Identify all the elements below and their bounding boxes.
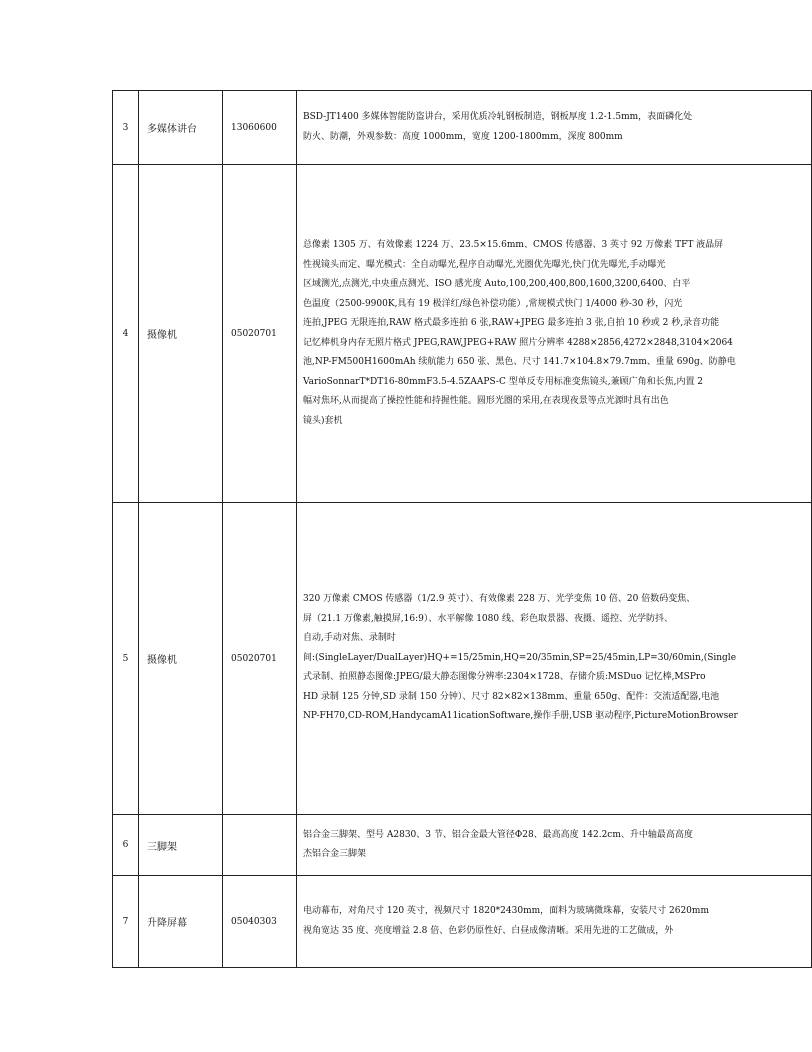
description-line: 记忆棒机身内存无照片格式 JPEG,RAW,JPEG+RAW 照片分辨率 4288×2856,4272×2848,3104×2064 [303, 337, 733, 348]
item-description [297, 815, 812, 876]
description-line: 池,NP-FM500H1600mAh 续航能力 650 张、黑色、尺寸 141.7×104.8×79.7mm、重量 690g、防静电 [303, 357, 736, 367]
item-name: 摄像机 [139, 165, 223, 503]
description-line: 性视镜头而定、曝光模式：全自动曝光,程序自动曝光,光圈优先曝光,快门优先曝光,手动曝光 [303, 259, 666, 270]
description-line: 防火、防潮，外观参数：高度 1000mm，宽度 1200-1800mm，深度 800mm [303, 131, 623, 142]
item-description [297, 503, 812, 815]
description-line: BSD-JT1400 多媒体智能防盗讲台，采用优质冷轧钢板制造，钢板厚度 1.2-1.5mm，表面磷化处 [303, 112, 693, 122]
item-name: 升降屏幕 [139, 876, 223, 968]
description-line: 区域测光,点测光,中央重点测光、ISO 感光度 Auto,100,200,400,800,1600,3200,6400、白平 [303, 279, 691, 289]
description-line: 自动,手动对焦、录制时 [303, 633, 396, 644]
description-line: 总像素 1305 万、有效像素 1224 万、23.5×15.6mm、CMOS 传感器、3 英寸 92 万像素 TFT 液晶屏 [303, 240, 724, 250]
item-code [223, 815, 297, 876]
description-line: 间:(SingleLayer/DualLayer)HQ+=15/25min,HQ=20/35min,SP=25/45min,LP=30/60min,(Single [303, 652, 737, 663]
item-name: 摄像机 [139, 503, 223, 815]
description-line: 电动幕布，对角尺寸 120 英寸，视频尺寸 1820*2430mm，面料为玻璃微珠幕，安装尺寸 2620mm [303, 906, 709, 916]
table-row [113, 815, 812, 876]
row-number: 4 [113, 165, 139, 503]
item-code: 05020701 [223, 165, 297, 503]
equipment-spec-table [112, 90, 812, 968]
item-code: 05040303 [223, 876, 297, 968]
description-line: 320 万像素 CMOS 传感器（1/2.9 英寸）、有效像素 228 万、光学变焦 10 倍、20 倍数码变焦、 [303, 594, 696, 605]
table-row [113, 503, 812, 815]
description-line: HD 录制 125 分钟,SD 录制 150 分钟）、尺寸 82×82×138mm、重量 650g、配件：交流适配器,电池 [303, 691, 720, 702]
item-code: 13060600 [223, 91, 297, 165]
description-line: VarioSonnarT*DT16-80mmF3.5-4.5ZAAPS-C 型单反专用标准变焦镜头,兼顾广角和长焦,内置 2 [303, 376, 704, 387]
row-number: 3 [113, 91, 139, 165]
description-line: 色温度（2500-9900K,具有 19 极洋红/绿色补偿功能）,常规模式快门 1/4000 秒-30 秒，闪光 [303, 298, 683, 309]
spec-table-sheet [112, 90, 744, 936]
item-description [297, 165, 812, 503]
description-line: 幅对焦环,从而提高了操控性能和持握性能。圆形光圈的采用,在表现夜景等点光源时具有出色 [303, 396, 669, 406]
item-description [297, 876, 812, 968]
row-number: 6 [113, 815, 139, 876]
item-name: 多媒体讲台 [139, 91, 223, 165]
row-number: 5 [113, 503, 139, 815]
description-line: 视角宽达 35 度、亮度增益 2.8 倍、色彩仍原性好、白昼成像清晰。采用先进的工艺做成，外 [303, 925, 674, 936]
item-name: 三脚架 [139, 815, 223, 876]
item-description [297, 91, 812, 165]
description-line: 连拍,JPEG 无限连拍,RAW 格式最多连拍 6 张,RAW+JPEG 最多连拍 3 张,自拍 10 秒或 2 秒,录音功能 [303, 318, 720, 328]
table-row [113, 165, 812, 503]
item-code: 05020701 [223, 503, 297, 815]
row-number: 7 [113, 876, 139, 968]
table-row [113, 876, 812, 968]
description-line: NP-FH70,CD-ROM,HandycamA11icationSoftware,操作手册,USB 驱动程序,PictureMotionBrowser [303, 711, 738, 722]
description-line: 杰铝合金三脚架 [303, 849, 367, 859]
description-line: 镜头)套机 [303, 415, 343, 426]
table-row [113, 91, 812, 165]
description-line: 屏（21.1 万像素,触摸屏,16:9）、水平解像 1080 线、彩色取景器、夜摄、遥控、光学防抖、 [303, 613, 673, 624]
description-line: 式录制、拍照静态图像:JPEG/最大静态图像分辨率:2304×1728、存储介质:MSDuo 记忆棒,MSPro [303, 672, 706, 683]
description-line: 铝合金三脚架、型号 A2830、3 节、铝合金最大管径Φ28、最高高度 142.2cm、升中轴最高高度 [303, 829, 693, 840]
